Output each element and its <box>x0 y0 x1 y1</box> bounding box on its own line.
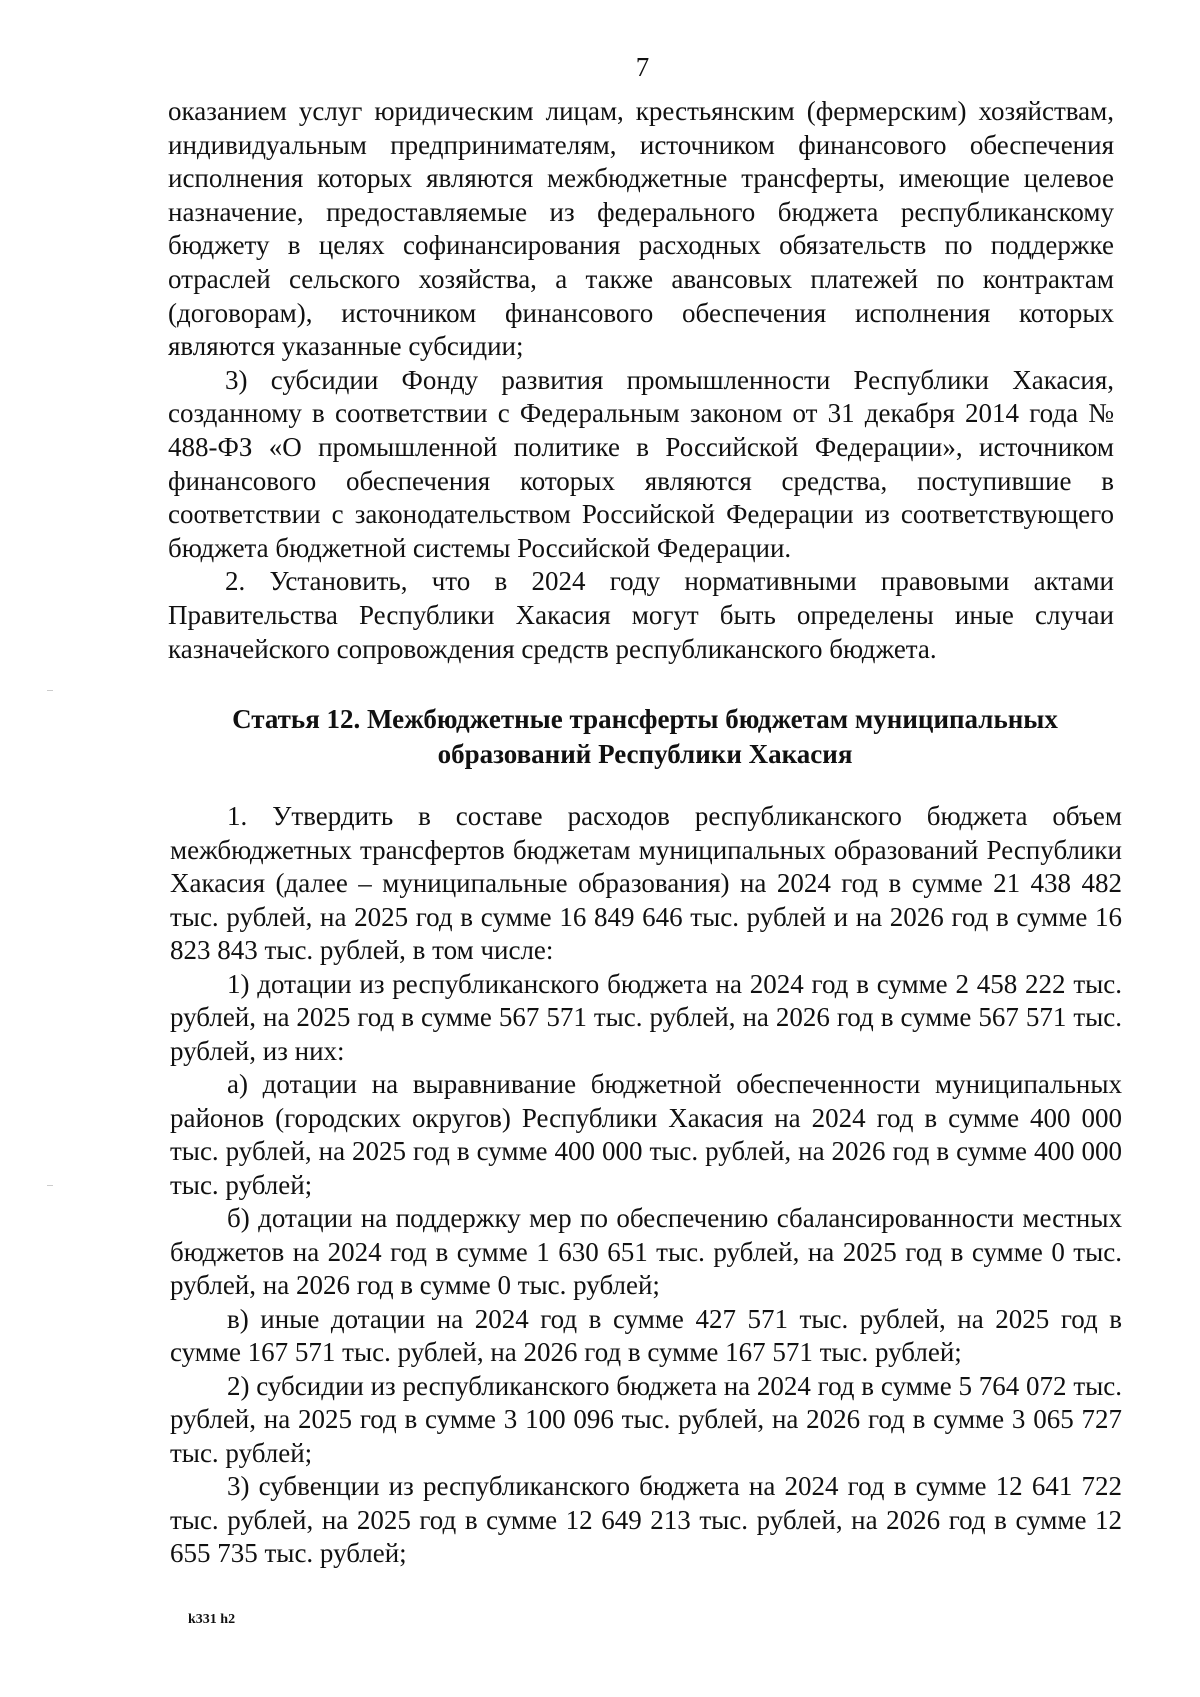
paragraph-continuation: оказанием услуг юридическим лицам, крестьянским (фермерским) хозяйствам, индивидуальным предпринимателям, источником финансового обеспечения исполнения которых являются межбюджетные трансферты, имеющие целевое назначение, предоставляемые из федерального бюджета республиканскому бюджету в целях софинансирования расходных обязательств по поддержке отраслей сельского хозяйства, а также авансовых платежей по контрактам (договорам), источником финансового обеспечения исполнения которых являются указанные субсидии; <box>168 96 1114 362</box>
article-title-line-1: Статья 12. Межбюджетные трансферты бюджетам муниципальных <box>232 704 1058 734</box>
article-title-line-2: образований Республики Хакасия <box>437 739 853 769</box>
scan-margin-mark <box>47 1185 53 1186</box>
article-paragraph-grants-a: а) дотации на выравнивание бюджетной обеспеченности муниципальных районов (городских округов) Республики Хакасия на 2024 год в сумме 400 000 тыс. рублей, на 2025 год в сумме 400 000 тыс. рублей, на 2026 год в сумме 400 000 тыс. рублей; <box>170 1069 1122 1200</box>
article-paragraph-grants: 1) дотации из республиканского бюджета на 2024 год в сумме 2 458 222 тыс. рублей, на 2025 год в сумме 567 571 тыс. рублей, на 2026 год в сумме 567 571 тыс. рублей, из них: <box>170 968 1122 1066</box>
article-paragraph-subsidies: 2) субсидии из республиканского бюджета на 2024 год в сумме 5 764 072 тыс. рублей, на 2025 год в сумме 3 100 096 тыс. рублей, на 2026 год в сумме 3 065 727 тыс. рублей; <box>170 1370 1122 1468</box>
article-paragraph-grants-b: б) дотации на поддержку мер по обеспечению сбалансированности местных бюджетов на 2024 год в сумме 1 630 651 тыс. рублей, на 2025 год в сумме 0 тыс. рублей, на 2026 год в сумме 0 тыс. рублей; <box>170 1203 1122 1300</box>
article-paragraph-grants-c: в) иные дотации на 2024 год в сумме 427 571 тыс. рублей, на 2025 год в сумме 167 571 тыс. рублей, на 2026 год в сумме 167 571 тыс. рублей; <box>170 1303 1122 1367</box>
page-number: 7 <box>635 52 650 82</box>
document-footer-code: k331 h2 <box>188 1612 236 1627</box>
paragraph-clause-2: 2. Установить, что в 2024 году нормативными правовыми актами Правительства Республики Хакасия могут быть определены иные случаи казначейского сопровождения средств республиканского бюджета. <box>168 566 1114 664</box>
article-12-body <box>170 800 1122 1571</box>
paragraph-item-3-subsidies: 3) субсидии Фонду развития промышленности Республики Хакасия, созданному в соответствии с Федеральным законом от 31 декабря 2014 года № 488-ФЗ «О промышленной политике в Российской Федерации», источником финансового обеспечения которых являются средства, поступившие в соответствии с законодательством Российской Федерации из соответствующего бюджета бюджетной системы Российской Федерации. <box>168 364 1114 563</box>
scan-margin-mark <box>47 690 53 691</box>
continuation-text <box>168 95 1114 666</box>
article-paragraph-subventions: 3) субвенции из республиканского бюджета на 2024 год в сумме 12 641 722 тыс. рублей, на 2025 год в сумме 12 649 213 тыс. рублей, на 2026 год в сумме 12 655 735 тыс. рублей; <box>170 1471 1122 1568</box>
article-12-heading <box>200 702 1090 772</box>
article-paragraph-1: 1. Утвердить в составе расходов республиканского бюджета объем межбюджетных трансфертов бюджетам муниципальных образований Республики Хакасия (далее – муниципальные образования) на 2024 год в сумме 21 438 482 тыс. рублей, на 2025 год в сумме 16 849 646 тыс. рублей и на 2026 год в сумме 16 823 843 тыс. рублей, в том числе: <box>170 801 1122 965</box>
